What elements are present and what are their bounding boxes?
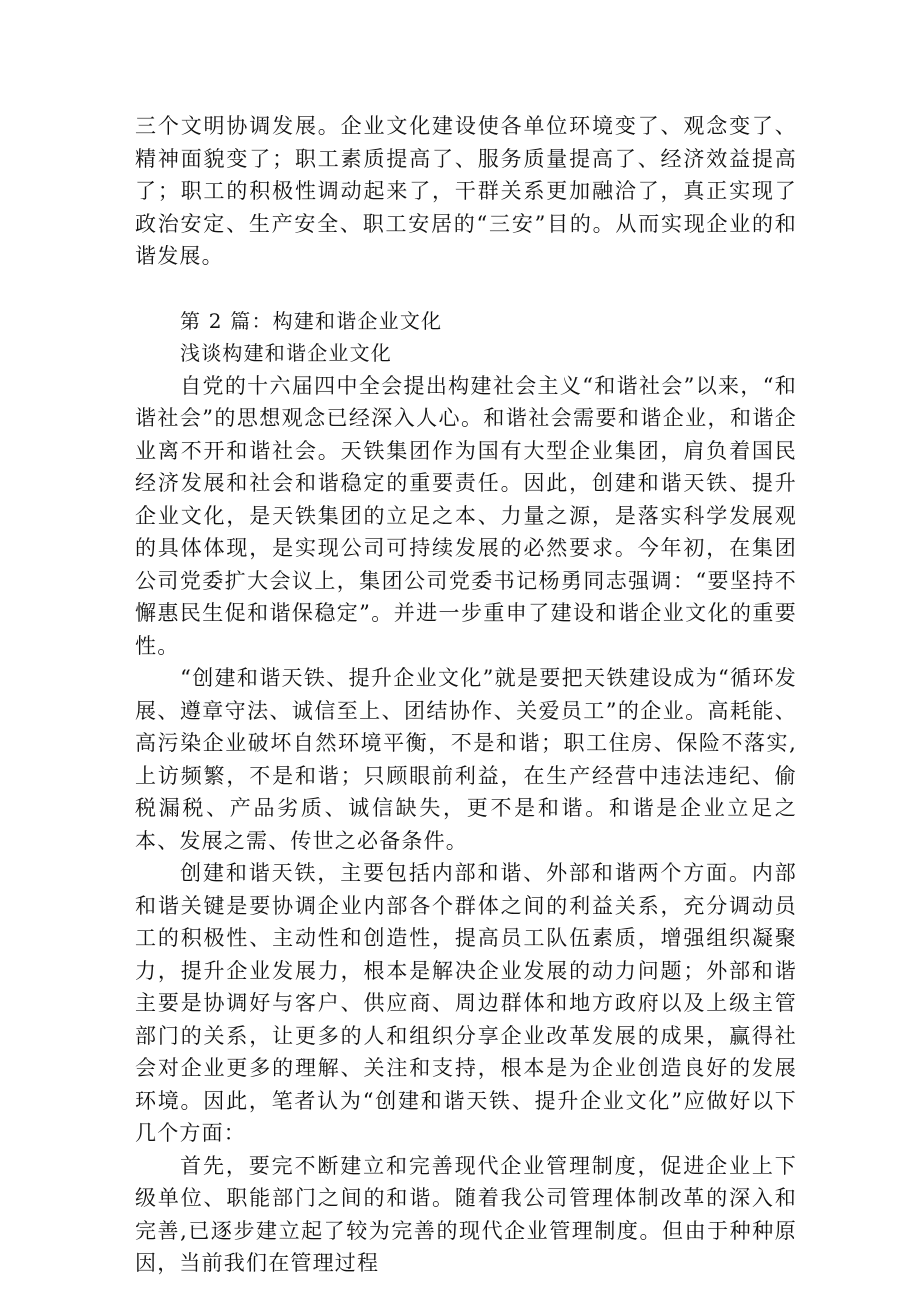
document-body [135, 110, 797, 1280]
body-paragraph-3: 创建和谐天铁，主要包括内部和谐、外部和谐两个方面。内部和谐关键是要协调企业内部各个群体之间的利益关系，充分调动员工的积极性、主动性和创造性，提高员工队伍素质，增强组织凝聚力，提升企业发展力，根本是解决企业发展的动力问题；外部和谐主要是协调好与客户、供应商、周边群体和地方政府以及上级主管部门的关系，让更多的人和组织分享企业改革发展的成果，赢得社会对企业更多的理解、关注和支持，根本是为企业创造良好的发展环境。因此，笔者认为“创建和谐天铁、提升企业文化”应做好以下几个方面： [135, 861, 797, 1145]
intro-paragraph: 三个文明协调发展。企业文化建设使各单位环境变了、观念变了、精神面貌变了；职工素质提高了、服务质量提高了、经济效益提高了；职工的积极性调动起来了，干群关系更加融洽了，真正实现了政治安定、生产安全、职工安居的“三安”目的。从而实现企业的和谐发展。 [135, 114, 797, 268]
body-paragraph-2: “创建和谐天铁、提升企业文化”就是要把天铁建设成为“循环发展、遵章守法、诚信至上、团结协作、关爱员工”的企业。高耗能、高污染企业破坏自然环境平衡，不是和谐；职工住房、保险不落实,上访频繁，不是和谐；只顾眼前利益，在生产经营中违法违纪、偷税漏税、产品劣质、诚信缺失，更不是和谐。和谐是企业立足之本、发展之需、传世之必备条件。 [135, 666, 797, 853]
body-paragraph-4: 首先，要完不断建立和完善现代企业管理制度，促进企业上下级单位、职能部门之间的和谐。随着我公司管理体制改革的深入和完善,已逐步建立起了较为完善的现代企业管理制度。但由于种种原因，当前我们在管理过程 [135, 1153, 797, 1275]
body-paragraph-1: 自党的十六届四中全会提出构建社会主义“和谐社会”以来，“和谐社会”的思想观念已经深入人心。和谐社会需要和谐企业，和谐企业离不开和谐社会。天铁集团作为国有大型企业集团，肩负着国民经济发展和社会和谐稳定的重要责任。因此，创建和谐天铁、提升企业文化，是天铁集团的立足之本、力量之源，是落实科学发展观的具体体现，是实现公司可持续发展的必然要求。今年初，在集团公司党委扩大会议上，集团公司党委书记杨勇同志强调：“要坚持不懈惠民生促和谐保稳定”。并进一步重申了建设和谐企业文化的重要性。 [135, 373, 797, 658]
section-heading: 第 2 篇：构建和谐企业文化 [180, 308, 443, 333]
article-title: 浅谈构建和谐企业文化 [180, 341, 392, 365]
